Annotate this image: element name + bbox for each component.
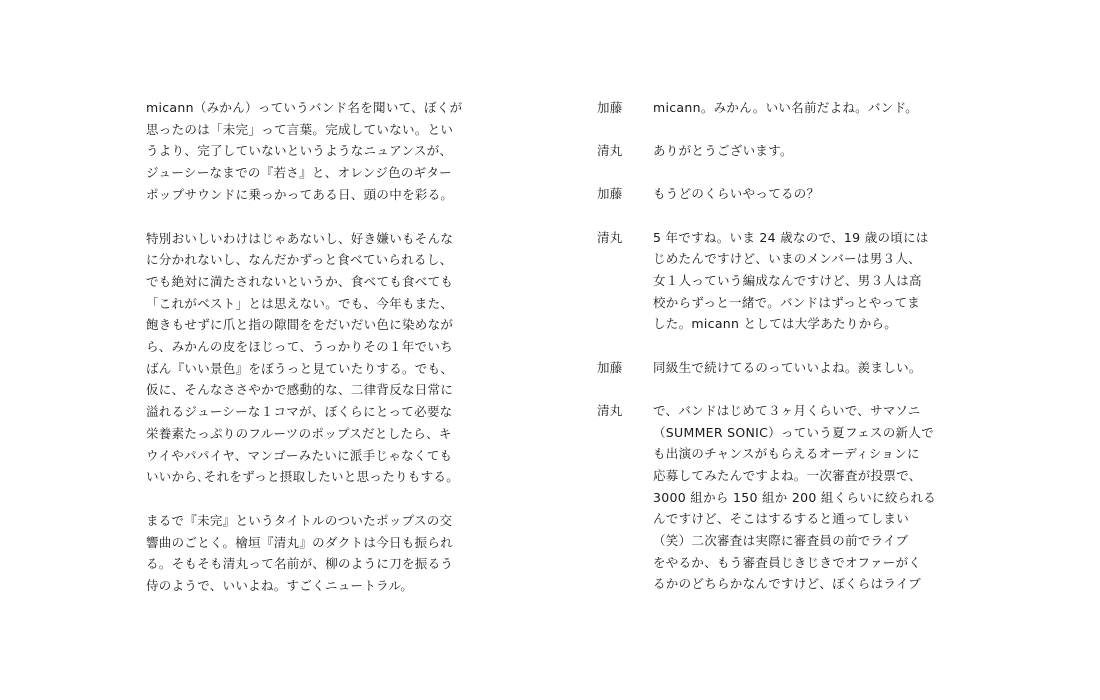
- essay-paragraph-2: [146, 228, 506, 488]
- speaker-name: 加藤: [597, 186, 623, 202]
- essay-line: 侍のようで、いいよね。すごくニュートラル。: [146, 578, 414, 594]
- utterance-line: 女１人っていう編成なんですけど、男３人は高: [653, 273, 922, 289]
- essay-line: うより、完了していないというようなニュアンスが、: [146, 143, 453, 159]
- utterance: [653, 140, 967, 162]
- essay-line: 「これがベスト」とは思えない。でも、今年もまた、: [146, 295, 454, 311]
- interview-turn: [597, 227, 967, 336]
- utterance-line: をやるか、もう審査員じきじきでオファーがく: [653, 554, 922, 570]
- utterance-line: （笑）二次審査は実際に審査員の前でライブ: [653, 533, 909, 549]
- essay-column: [146, 97, 506, 597]
- utterance-line: で、バンドはじめて３ヶ月くらいで、サマソニ: [653, 402, 921, 418]
- essay-line: でも絶対に満たされないというか、食べても食べても: [146, 273, 454, 289]
- speaker-name: 加藤: [597, 100, 623, 115]
- speaker-name: 清丸: [597, 229, 623, 245]
- essay-line: ポップサウンドに乗っかってある日、頭の中を彩る。: [146, 186, 454, 202]
- utterance: [653, 357, 967, 379]
- essay-line: 栄養素たっぷりのフルーツのポップスだとしたら、キ: [146, 425, 452, 441]
- essay-line: 特別おいしいわけはじゃあないし、好き嫌いもそんな: [146, 230, 454, 246]
- speaker-name: 清丸: [597, 402, 623, 418]
- essay-line: まるで『未完』というタイトルのついたポップスの交: [146, 512, 453, 528]
- essay-line: る。そもそも清丸って名前が、柳のように刀を振るう: [146, 556, 454, 572]
- utterance-line: じめたんですけど、いまのメンバーは男３人、: [653, 251, 921, 267]
- speaker-name: 清丸: [597, 143, 623, 159]
- essay-line: 飽きもせずに爪と指の隙間ををだいだい色に染めなが: [146, 317, 454, 333]
- utterance-line: 5 年ですね。いま 24 歳なので、19 歳の頃には: [653, 229, 929, 245]
- interview-turn: [597, 140, 967, 162]
- interview-column: [597, 97, 967, 595]
- utterance-line: ありがとうございます。: [653, 143, 793, 159]
- utterance-line: も出演のチャンスがもらえるオーディションに: [653, 446, 920, 462]
- utterance-line: した。micann としては大学あたりから。: [653, 316, 898, 332]
- utterance: [653, 400, 967, 595]
- essay-line: 仮に、そんなささやかで感動的な、二律背反な日常に: [146, 382, 454, 398]
- essay-line: いいから､それをずっと摂取したいと思ったりもする。: [146, 469, 460, 485]
- essay-line: 溢れるジューシーな１コマが、ぼくらにとって必要な: [146, 404, 453, 420]
- speaker-name: 加藤: [597, 359, 623, 375]
- utterance: [653, 97, 967, 119]
- utterance-line: 3000 組から 150 組か 200 組くらいに絞られる: [653, 489, 937, 505]
- essay-line: 響曲のごとく。檜垣『清丸』のダクトは今日も振られ: [146, 534, 453, 550]
- essay-line: micann（みかん）っていうバンド名を聞いて、ぼくが: [146, 100, 463, 115]
- utterance-line: んですけど、そこはするすると通ってしまい: [653, 511, 910, 527]
- utterance-line: （SUMMER SONIC）っていう夏フェスの新人で: [653, 424, 934, 440]
- essay-line: 思ったのは「未完」って言葉。完成していない。とい: [146, 121, 454, 137]
- interview-turn: [597, 357, 967, 379]
- interview-turn: [597, 97, 967, 119]
- interview-turn: [597, 400, 967, 595]
- utterance-line: 応募してみたんですよね。一次審査が投票で、: [653, 467, 922, 483]
- interview-turn: [597, 183, 967, 205]
- utterance-line: 校からずっと一緒で。バンドはずっとやってま: [653, 294, 921, 310]
- utterance: [653, 227, 967, 336]
- utterance-line: るかのどちらかなんですけど、ぼくらはライブ: [653, 576, 922, 592]
- essay-paragraph-1: [146, 97, 506, 206]
- essay-line: ら、みかんの皮をほじって、うっかりその１年でいち: [146, 339, 453, 355]
- essay-line: ジューシーなまでの『若さ』と、オレンジ色のギター: [146, 165, 452, 181]
- essay-line: ウイやパパイヤ、マンゴーみたいに派手じゃなくても: [146, 447, 453, 463]
- utterance: [653, 183, 967, 205]
- utterance-line: もうどのくらいやってるの？: [653, 186, 820, 202]
- utterance-line: micann。みかん。いい名前だよね。バンド。: [653, 100, 919, 115]
- essay-line: ばん『いい景色』をぼうっと見ていたりする。でも、: [146, 360, 454, 376]
- utterance-line: 同級生で続けてるのっていいよね。羨ましい。: [653, 359, 922, 375]
- essay-paragraph-3: [146, 510, 506, 597]
- essay-line: に分かれないし、なんだかずっと食べていられるし、: [146, 252, 453, 268]
